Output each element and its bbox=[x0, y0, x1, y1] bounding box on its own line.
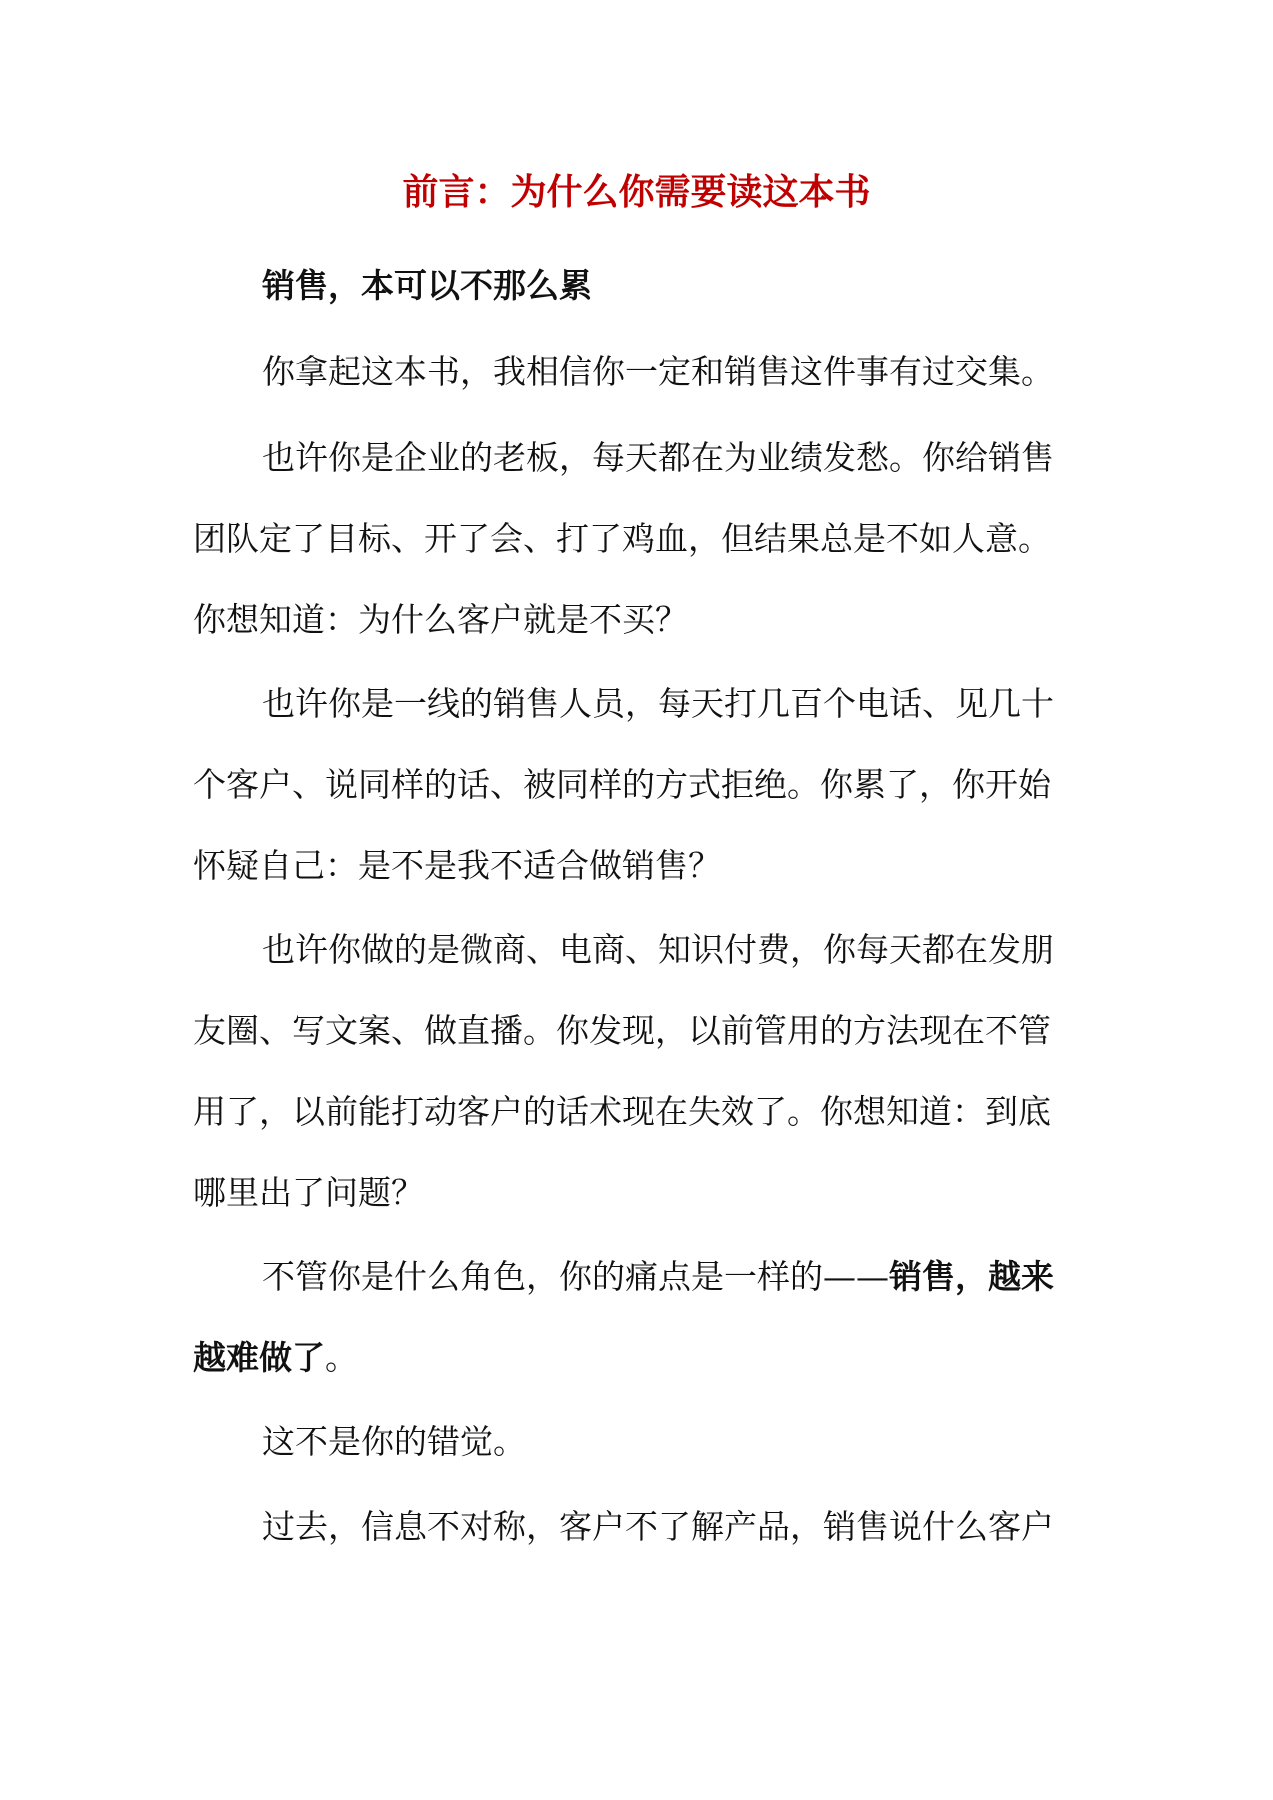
paragraph-line: 这不是你的错觉。 bbox=[262, 1422, 526, 1461]
paragraph-line bbox=[262, 1253, 1162, 1301]
page-title: 前言：为什么你需要读这本书 bbox=[402, 171, 871, 213]
paragraph-line bbox=[193, 1334, 1093, 1382]
paragraph-line: 也许你做的是微商、电商、知识付费，你每天都在发朋 bbox=[262, 930, 1054, 969]
paragraph-line: 用了，以前能打动客户的话术现在失效了。你想知道：到底 bbox=[193, 1092, 1051, 1131]
paragraph-line: 也许你是一线的销售人员，每天打几百个电话、见几十 bbox=[262, 684, 1054, 723]
section-subheading: 销售，本可以不那么累 bbox=[262, 266, 592, 305]
pain-text: 。 bbox=[325, 1338, 358, 1377]
pain-text: 不管你是什么角色，你的痛点是一样的—— bbox=[262, 1257, 889, 1296]
paragraph-line: 团队定了目标、开了会、打了鸡血，但结果总是不如人意。 bbox=[193, 519, 1051, 558]
paragraph-line: 怀疑自己：是不是我不适合做销售？ bbox=[193, 846, 721, 885]
paragraph-line: 你想知道：为什么客户就是不买？ bbox=[193, 600, 688, 639]
paragraph-line: 友圈、写文案、做直播。你发现，以前管用的方法现在不管 bbox=[193, 1011, 1051, 1050]
paragraph-line: 过去，信息不对称，客户不了解产品，销售说什么客户 bbox=[262, 1507, 1054, 1546]
pain-emphasis: 销售，越来 bbox=[889, 1257, 1054, 1296]
paragraph-line: 也许你是企业的老板，每天都在为业绩发愁。你给销售 bbox=[262, 438, 1054, 477]
paragraph-line: 个客户、说同样的话、被同样的方式拒绝。你累了，你开始 bbox=[193, 765, 1051, 804]
paragraph-line: 哪里出了问题？ bbox=[193, 1173, 424, 1212]
paragraph-line: 你拿起这本书，我相信你一定和销售这件事有过交集。 bbox=[262, 352, 1054, 391]
pain-emphasis: 越难做了 bbox=[193, 1338, 325, 1377]
